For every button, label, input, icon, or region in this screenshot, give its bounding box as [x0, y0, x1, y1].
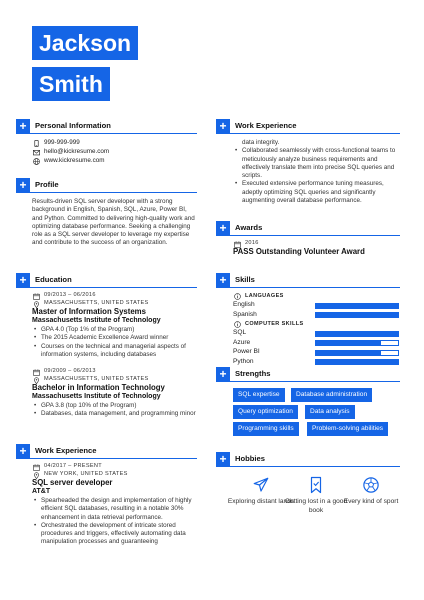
phone-icon [32, 140, 41, 148]
work-company: AT&T [32, 487, 51, 495]
education-school: Massachusetts Institute of Technology [32, 316, 161, 324]
strength-tag: Programming skills [233, 422, 299, 436]
hobbies-title: Hobbies [235, 453, 265, 463]
calendar-icon [32, 463, 41, 471]
skill-row [233, 311, 403, 321]
calendar-icon [32, 368, 41, 376]
education-school: Massachusetts Institute of Technology [32, 392, 161, 400]
work-bullets [32, 497, 197, 547]
website-link[interactable]: www.kickresume.com [44, 157, 105, 165]
email-icon [32, 149, 41, 157]
education-dates: 09/2009 – 06/2013 [44, 368, 96, 375]
education-bullets [32, 402, 197, 419]
work-experience-header [216, 119, 296, 133]
plus-icon: + [216, 221, 230, 235]
list-item: • Collaborated seamlessly with cross-functional teams to meticulously analyze business requirements and effectively translate them into precise SQL queries and scripts. [233, 147, 403, 180]
personal-info-list [32, 139, 197, 166]
work-role: SQL server developer [32, 478, 113, 487]
list-item: • Orchestrated the development of intricate stored procedures and triggers, effectively automating data manipulation processes and guaranteeing [32, 522, 197, 547]
ball-icon [362, 476, 380, 494]
skill-name: Spanish [233, 310, 257, 318]
work-entry [32, 463, 197, 547]
skill-name: Power BI [233, 348, 260, 356]
skills-title: Skills [235, 274, 255, 284]
divider [216, 235, 400, 236]
strength-tag: Query optimization [233, 405, 298, 419]
plus-icon: + [216, 119, 230, 133]
skill-row [233, 348, 403, 358]
awards-header [216, 221, 262, 235]
award-entry [233, 240, 403, 257]
list-item: • Executed extensive performance tuning measures, adeptly optimizing SQL queries and significantly augmenting overall database performance. [233, 180, 403, 205]
languages-label: LANGUAGES [245, 292, 284, 299]
divider [216, 133, 400, 134]
email-address[interactable]: hello@kickresume.com [44, 148, 110, 156]
education-degree: Bachelor in Information Technology [32, 383, 165, 392]
languages-caption [233, 292, 403, 301]
skill-row [233, 339, 403, 349]
skill-name: Python [233, 357, 254, 365]
divider [216, 287, 400, 288]
hobby-label: Exploring distant lands [227, 498, 295, 505]
hobby-label: Getting lost in a good book [284, 498, 348, 514]
strength-tag: Data analysis [305, 405, 355, 419]
work-entry-continued [233, 139, 403, 205]
info-icon [233, 321, 242, 329]
plus-icon: + [216, 273, 230, 287]
skill-level-bar [315, 359, 399, 365]
personal-info-title: Personal Information [35, 120, 111, 130]
education-entry [32, 292, 197, 359]
education-title: Education [35, 274, 72, 284]
divider [216, 466, 400, 467]
phone-number: 999-999-999 [44, 139, 80, 147]
hobbies-header [216, 452, 265, 466]
work-experience-title: Work Experience [35, 445, 97, 455]
list-item: • GPA 3.8 (top 10% of the Program) [32, 402, 197, 410]
award-year: 2016 [245, 240, 259, 247]
skills-header [216, 273, 255, 287]
bookmark-icon [307, 476, 325, 494]
personal-info-header [16, 119, 111, 133]
info-icon [233, 293, 242, 301]
work-continued-text: data integrity. [242, 139, 280, 146]
skill-level-bar [315, 303, 399, 309]
plus-icon: + [16, 273, 30, 287]
skill-name: SQL [233, 329, 247, 337]
education-bullets [32, 326, 197, 359]
divider [16, 133, 197, 134]
skill-name: English [233, 301, 255, 309]
skill-level-bar [315, 312, 399, 318]
strength-tag: SQL expertise [233, 388, 285, 402]
list-item: • The 2015 Academic Excellence Award winner [32, 334, 197, 342]
award-name: PASS Outstanding Volunteer Award [233, 247, 365, 256]
list-item: • Databases, data management, and programming minor [32, 410, 197, 418]
education-degree: Master of Information Systems [32, 307, 146, 316]
divider [216, 381, 400, 382]
work-experience-title: Work Experience [235, 120, 297, 130]
awards-title: Awards [235, 222, 263, 232]
calendar-icon [32, 292, 41, 300]
skills-block [233, 292, 403, 367]
computer-skills-caption [233, 320, 403, 329]
first-name: Jackson [32, 26, 138, 60]
plus-icon: + [216, 452, 230, 466]
strengths-header [216, 367, 270, 381]
education-entry [32, 368, 197, 419]
skill-level-bar [315, 331, 399, 337]
work-dates: 04/2017 – PRESENT [44, 463, 102, 470]
skill-row [233, 329, 403, 339]
skill-row [233, 301, 403, 311]
airplane-icon [252, 476, 270, 494]
computer-skills-label: COMPUTER SKILLS [245, 320, 304, 327]
profile-text: Results-driven SQL server developer with a strong background in English, Spanish, SQL, Azure, Power BI, and Python. Committed to delivering high-quality work and optimizing database performance. Seeking a challenging role as a SQL server developer to leverage my expertise and contribute to the success of an organization. [32, 198, 195, 247]
last-name: Smith [32, 67, 110, 101]
work-experience-header [16, 444, 96, 458]
strength-tag: Database administration [291, 388, 372, 402]
plus-icon: + [16, 119, 30, 133]
profile-header [16, 178, 59, 192]
work-bullets [233, 147, 403, 205]
strength-tag: Problem-solving abilities [307, 422, 388, 436]
skill-level-bar [315, 350, 399, 356]
list-item: • GPA 4.0 (Top 1% of the Program) [32, 326, 197, 334]
education-location: MASSACHUSETTS, UNITED STATES [44, 376, 149, 383]
profile-title: Profile [35, 179, 59, 189]
divider [16, 192, 197, 193]
education-header [16, 273, 72, 287]
hobby-item [337, 476, 405, 507]
plus-icon: + [16, 178, 30, 192]
globe-icon [32, 158, 41, 166]
skill-name: Azure [233, 338, 251, 346]
list-item: • Spearheaded the design and implementation of highly efficient SQL databases, resulting in a notable 30% enhancement in data retrieval performance. [32, 497, 197, 522]
divider [16, 458, 197, 459]
plus-icon: + [216, 367, 230, 381]
strengths-title: Strengths [235, 368, 271, 378]
divider [16, 287, 197, 288]
hobby-label: Every kind of sport [343, 498, 399, 505]
education-location: MASSACHUSETTS, UNITED STATES [44, 300, 149, 307]
work-location: NEW YORK, UNITED STATES [44, 471, 128, 478]
skill-level-bar [315, 340, 399, 346]
list-item: • Courses on the technical and managerial aspects of information systems, including databases [32, 343, 197, 360]
education-dates: 09/2013 – 06/2016 [44, 292, 96, 299]
skill-row [233, 358, 403, 368]
plus-icon: + [16, 444, 30, 458]
